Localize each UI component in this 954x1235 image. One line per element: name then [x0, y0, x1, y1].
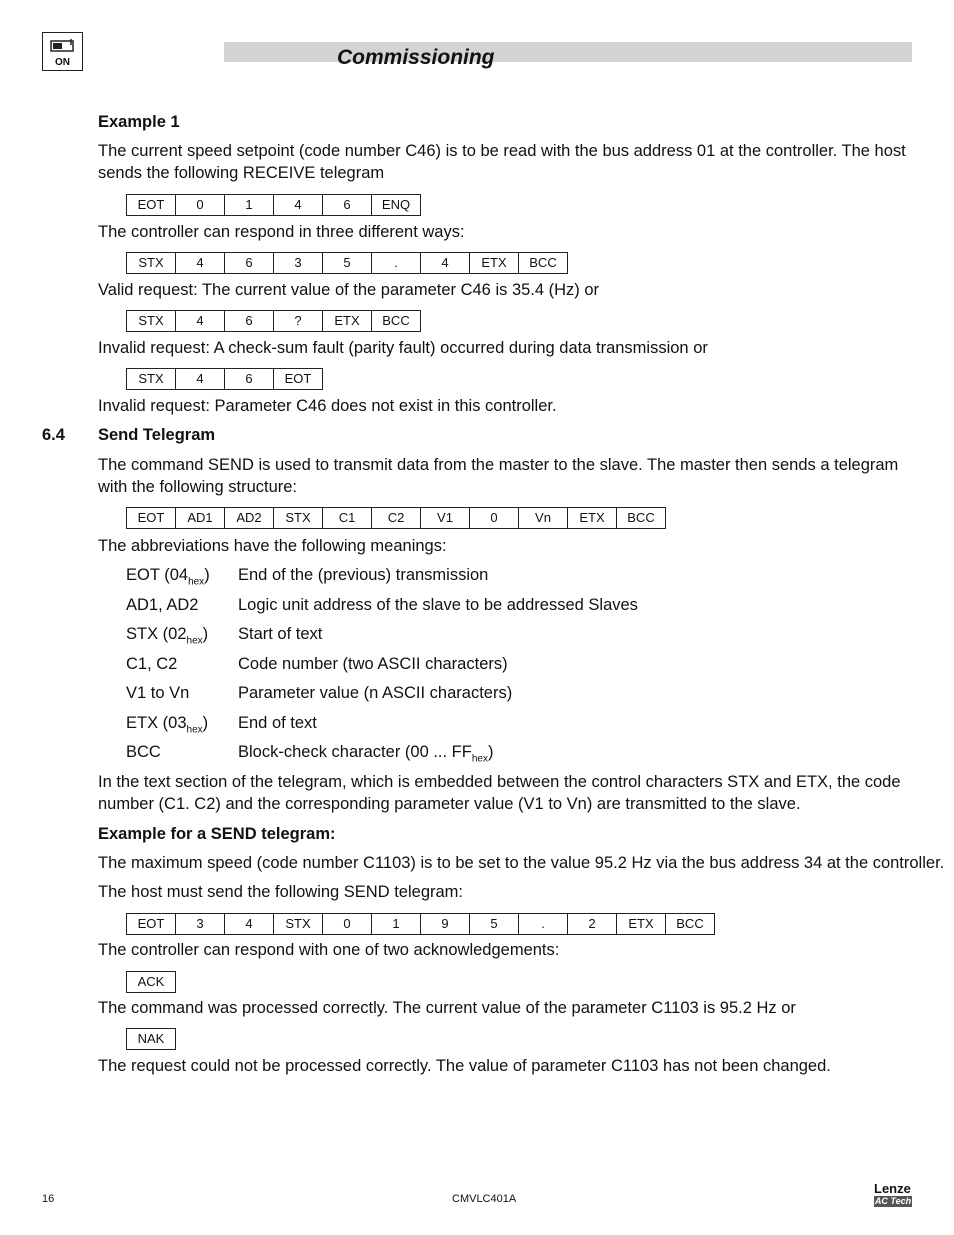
telegram-send	[126, 913, 715, 935]
telegram-cell: ACK	[137, 974, 165, 989]
telegram-cell: .	[371, 253, 420, 273]
telegram-cell: ETX	[322, 311, 371, 331]
telegram-cell: 0	[175, 195, 224, 215]
abbr-desc: End of text	[238, 714, 317, 732]
telegram-cell: AD2	[224, 508, 273, 528]
telegram-cell: 3	[273, 253, 322, 273]
telegram-cell: 3	[175, 914, 224, 934]
telegram-cell: AD1	[175, 508, 224, 528]
telegram-cell: 9	[420, 914, 469, 934]
section-title: Send Telegram	[98, 426, 216, 444]
telegram-cell: 6	[224, 369, 273, 389]
abbr-key: ETX $(03_{hex})$	[126, 714, 209, 736]
telegram-cell: 4	[273, 195, 322, 215]
telegram-cell: EOT	[137, 510, 165, 525]
telegram-cell: ?	[273, 311, 322, 331]
abbr-key: BCC	[126, 743, 161, 761]
title-bar	[224, 42, 912, 62]
abbr-desc: End of the (previous) transmission	[238, 566, 489, 584]
telegram-cell: STX	[138, 313, 164, 328]
telegram-cell: 4	[420, 253, 469, 273]
telegram-cell: 1	[371, 914, 420, 934]
abbr-intro: The abbreviations have the following meanings:	[98, 537, 447, 555]
company-logo	[874, 1182, 912, 1207]
example-send-text1: The maximum speed (code number C1103) is to be set to the value 95.2 Hz via the bus address 34 at the controller.	[98, 854, 945, 872]
telegram-cell: ETX	[469, 253, 518, 273]
example-send-heading: Example for a SEND telegram:	[98, 825, 336, 843]
telegram-cell: 0	[322, 914, 371, 934]
section-intro: The command SEND is used to transmit data from the master to the slave. The master then sends a telegram with the following structure:	[98, 456, 899, 496]
abbr-desc: Block-check character (00 ... $FF_{hex}$)	[238, 743, 494, 765]
telegram-cell: BCC	[371, 311, 420, 331]
telegram-cell: 1	[224, 195, 273, 215]
abbr-desc: Code number (two ASCII characters)	[238, 655, 508, 673]
telegram-receive	[126, 194, 421, 216]
logo-line1: Lenze	[874, 1181, 911, 1196]
telegram-cell: 6	[224, 253, 273, 273]
telegram-cell: STX	[138, 255, 164, 270]
abbr-key: EOT $(04_{hex})$	[126, 566, 210, 588]
telegram-cell: 6	[224, 311, 273, 331]
doc-code: CMVLC401A	[452, 1193, 517, 1205]
example-send-text2: The host must send the following SEND telegram:	[98, 883, 464, 901]
section-number: 6.4	[42, 426, 65, 444]
telegram-checksum	[126, 310, 421, 332]
telegram-cell: BCC	[665, 914, 714, 934]
text-section-paragraph: In the text section of the telegram, which is embedded between the control characters STX and ETX, the code number (C1. C2) and the corresponding parameter value (V1 to Vn) are transmitted to the slave.	[98, 773, 901, 813]
telegram-cell: STX	[273, 508, 322, 528]
abbr-desc: Start of text	[238, 625, 323, 643]
telegram-cell: ETX	[567, 508, 616, 528]
telegram-cell: EOT	[273, 369, 322, 389]
telegram-cell: C1	[322, 508, 371, 528]
checksum-text: Invalid request: A check-sum fault (parity fault) occurred during data transmission or	[98, 339, 708, 357]
telegram-cell: V1	[420, 508, 469, 528]
telegram-cell: EOT	[137, 197, 165, 212]
abbr-key: AD1, AD2	[126, 596, 199, 614]
telegram-cell: 4	[175, 253, 224, 273]
abbr-key: V1 to Vn	[126, 684, 190, 702]
telegram-cell: EOT	[137, 916, 165, 931]
telegram-cell: STX	[138, 371, 164, 386]
ack-intro: The controller can respond with one of two acknowledgements:	[98, 941, 560, 959]
abbr-desc: Logic unit address of the slave to be addressed Slaves	[238, 596, 638, 614]
telegram-cell: 4	[224, 914, 273, 934]
telegram-cell: 0	[469, 508, 518, 528]
telegram-nak	[126, 1028, 176, 1050]
telegram-cell: ETX	[616, 914, 665, 934]
telegram-cell: 5	[322, 253, 371, 273]
telegram-cell: BCC	[518, 253, 567, 273]
abbr-desc: Parameter value (n ASCII characters)	[238, 684, 513, 702]
page-title: Commissioning	[337, 46, 495, 69]
telegram-cell: 2	[567, 914, 616, 934]
on-switch-icon	[42, 32, 83, 71]
telegram-cell: Vn	[518, 508, 567, 528]
example1-intro: The current speed setpoint (code number C46) is to be read with the bus address 01 at the controller. The host sends the following RECEIVE telegram	[98, 142, 906, 182]
telegram-cell: 5	[469, 914, 518, 934]
telegram-cell: BCC	[616, 508, 665, 528]
telegram-cell: .	[518, 914, 567, 934]
telegram-cell: 4	[175, 311, 224, 331]
example1-heading: Example 1	[98, 113, 180, 131]
ack-text: The command was processed correctly. The current value of the parameter C1103 is 95.2 Hz or	[98, 999, 796, 1017]
nak-text: The request could not be processed correctly. The value of parameter C1103 has not been changed.	[98, 1057, 831, 1075]
telegram-ack	[126, 971, 176, 993]
abbr-key: C1, C2	[126, 655, 178, 673]
valid-text: Valid request: The current value of the parameter C46 is 35.4 (Hz) or	[98, 281, 600, 299]
telegram-cell: ENQ	[371, 195, 420, 215]
page-number: 16	[42, 1193, 55, 1205]
logo-line2: AC Tech	[874, 1196, 912, 1206]
telegram-structure	[126, 507, 666, 529]
telegram-eot	[126, 368, 323, 390]
respond-text: The controller can respond in three different ways:	[98, 223, 465, 241]
telegram-cell: NAK	[137, 1031, 165, 1046]
abbr-key: STX $(02_{hex})$	[126, 625, 209, 647]
telegram-cell: STX	[273, 914, 322, 934]
telegram-cell: 4	[175, 369, 224, 389]
switch-icon	[49, 37, 77, 55]
telegram-cell: 6	[322, 195, 371, 215]
noparam-text: Invalid request: Parameter C46 does not exist in this controller.	[98, 397, 557, 415]
telegram-valid	[126, 252, 568, 274]
icon-label: ON	[55, 57, 70, 68]
telegram-cell: C2	[371, 508, 420, 528]
